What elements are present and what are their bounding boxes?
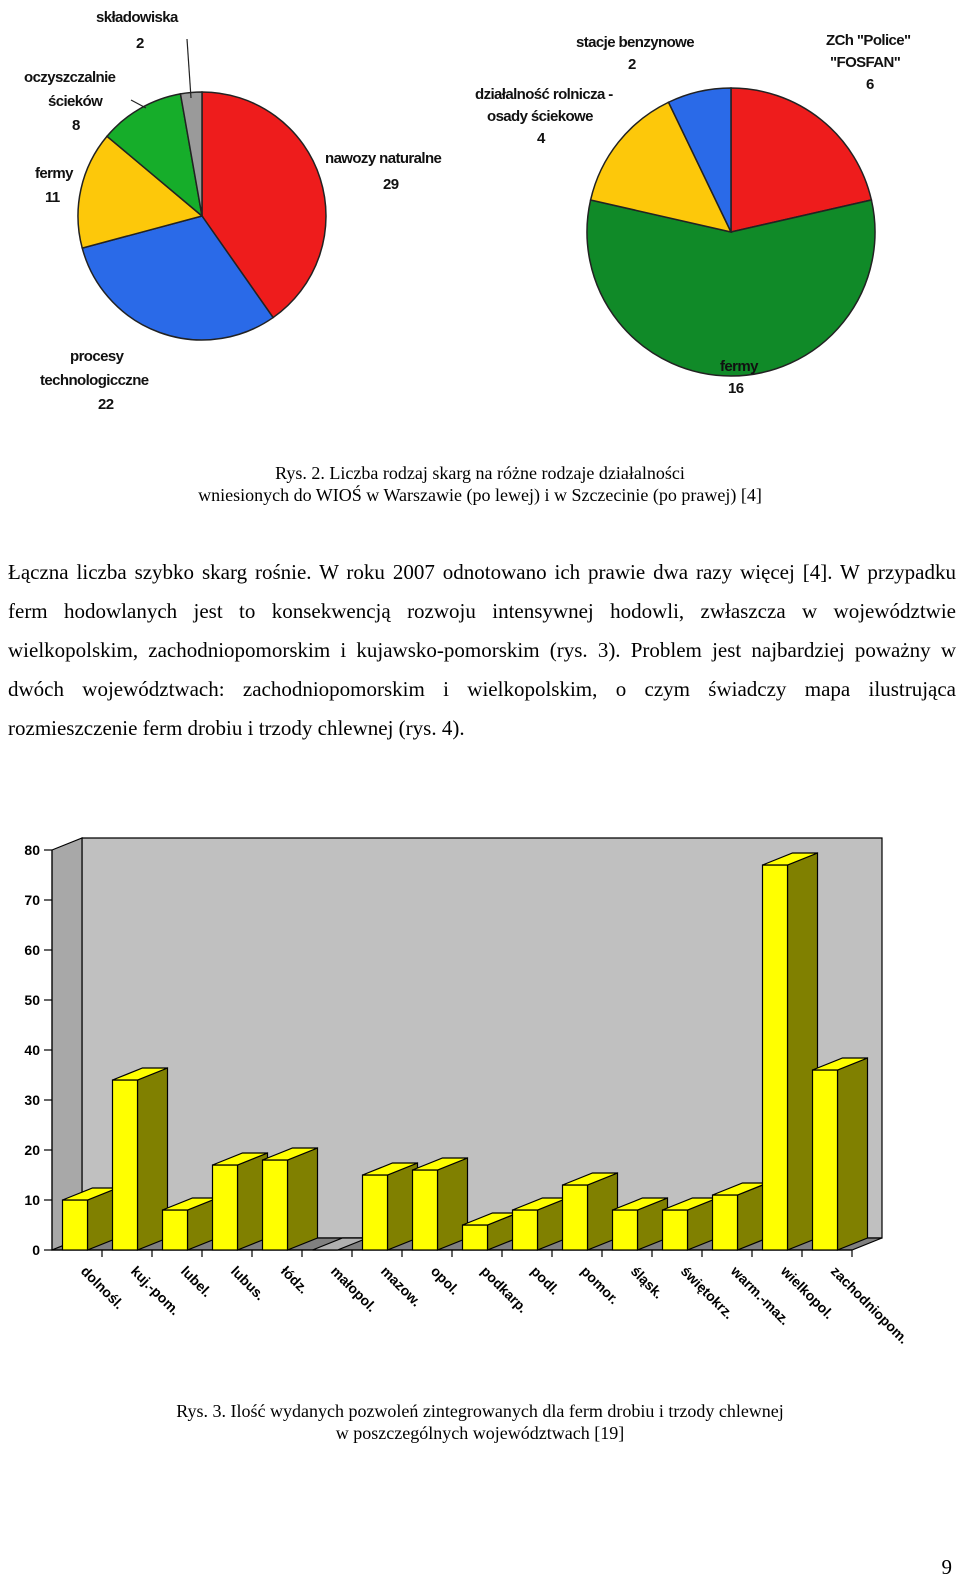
- y-tick-label: 40: [24, 1042, 40, 1058]
- pie-slice-label: fermy 11: [35, 165, 73, 206]
- bar-front: [263, 1160, 288, 1250]
- bar: [763, 853, 818, 1250]
- bar-front: [663, 1210, 688, 1250]
- pie-slice-label: składowiska 2: [96, 9, 178, 52]
- bar: [563, 1173, 618, 1250]
- y-tick-label: 80: [24, 842, 40, 858]
- bar-front: [113, 1080, 138, 1250]
- y-tick-label: 60: [24, 942, 40, 958]
- x-category-label: zachodniopom.: [827, 1262, 912, 1347]
- bar-front: [363, 1175, 388, 1250]
- y-tick-label: 70: [24, 892, 40, 908]
- bar: [713, 1183, 768, 1250]
- pie-slice-label: nawozy naturalne 29: [325, 150, 442, 193]
- bar-front: [563, 1185, 588, 1250]
- pie-slice-label: oczyszczalnie ścieków 8: [24, 69, 116, 134]
- page-number: 9: [941, 1555, 952, 1579]
- y-tick-label: 0: [32, 1242, 40, 1258]
- bar-front: [163, 1210, 188, 1250]
- bar-front: [713, 1195, 738, 1250]
- bar: [813, 1058, 868, 1250]
- x-category-label: małopol.: [327, 1262, 380, 1315]
- bar: [63, 1188, 118, 1250]
- bar: [213, 1153, 268, 1250]
- bar-front: [63, 1200, 88, 1250]
- pie-slice-label: działalność rolnicza -osady ściekowe 4: [475, 86, 613, 147]
- bar-front: [813, 1070, 838, 1250]
- x-category-label: warm.-maz.: [727, 1262, 794, 1329]
- bar: [113, 1068, 168, 1250]
- pie-chart-1: [24, 9, 442, 413]
- y-tick-label: 30: [24, 1092, 40, 1108]
- y-tick-label: 50: [24, 992, 40, 1008]
- x-category-label: śląsk.: [627, 1262, 667, 1302]
- bar-front: [763, 865, 788, 1250]
- pie-slice-label: fermy 16: [720, 358, 758, 397]
- bar: [413, 1158, 468, 1250]
- bar-front: [513, 1210, 538, 1250]
- bar-front: [213, 1165, 238, 1250]
- x-category-label: świętokrz.: [677, 1262, 738, 1322]
- bar: [263, 1148, 318, 1250]
- figure-3-caption: [0, 1400, 960, 1444]
- body-paragraph: Łączna liczba szybko skarg rośnie. W roku 2007 odnotowano ich prawie dwa razy więcej [4]. W przypadku ferm hodowlanych jest to konsekwencją rozwoju intensywnej hodowli, zwłaszcza w województwie wielkopolskim, zachodniopomorskim i kujawsko-pomorskim (rys. 3). Problem jest najbardziej poważny w dwóch województwach: zachodniopomorskim i wielkopolskim, o czym świadczy mapa ilustrująca rozmieszczenie ferm drobiu i trzody chlewnej (rys. 4).: [8, 560, 956, 740]
- bar-front: [613, 1210, 638, 1250]
- pie-leader-line: [187, 39, 191, 98]
- x-category-label: pomor.: [577, 1262, 623, 1308]
- x-category-label: lubus.: [227, 1262, 269, 1304]
- figure-3-caption-line-2: w poszczególnych województwach [19]: [335, 1423, 625, 1443]
- body-text: [8, 553, 956, 748]
- x-category-label: podl.: [527, 1262, 563, 1298]
- figure-2-caption-line-2: wniesionych do WIOŚ w Warszawie (po lewej) i w Szczecinie (po prawej) [4]: [198, 485, 762, 505]
- x-category-label: mazow.: [377, 1262, 425, 1310]
- bar-front: [413, 1170, 438, 1250]
- x-category-label: kuj.-pom.: [127, 1262, 184, 1319]
- x-category-label: opol.: [427, 1262, 463, 1298]
- pie-charts-figure: [0, 0, 960, 420]
- x-category-label: dolnośl.: [77, 1262, 128, 1313]
- bar-side: [838, 1058, 868, 1250]
- pie-slice-label: procesy technologicczne 22: [40, 348, 149, 413]
- pie-slice-label: stacje benzynowe 2: [576, 34, 694, 73]
- bar-side: [288, 1148, 318, 1250]
- y-tick-label: 10: [24, 1192, 40, 1208]
- x-category-label: lubel.: [177, 1262, 216, 1300]
- pie-chart-2: [475, 32, 911, 397]
- pie-leader-line: [131, 100, 146, 108]
- figure-3-caption-line-1: Rys. 3. Ilość wydanych pozwoleń zintegrowanych dla ferm drobiu i trzody chlewnej: [176, 1401, 784, 1421]
- figure-2-caption: [0, 462, 960, 506]
- bar-chart: [0, 835, 960, 1380]
- x-category-label: wielkopol.: [777, 1262, 838, 1322]
- chart-side-wall: [52, 838, 82, 1250]
- y-tick-label: 20: [24, 1142, 40, 1158]
- x-category-label: podkarp.: [477, 1262, 532, 1316]
- pie-slice-label: ZCh "Police" "FOSFAN" 6: [826, 32, 911, 93]
- figure-2-caption-line-1: Rys. 2. Liczba rodzaj skarg na różne rodzaje działalności: [275, 463, 685, 483]
- bar-front: [463, 1225, 488, 1250]
- bar: [363, 1163, 418, 1250]
- x-category-label: łódz.: [277, 1262, 312, 1297]
